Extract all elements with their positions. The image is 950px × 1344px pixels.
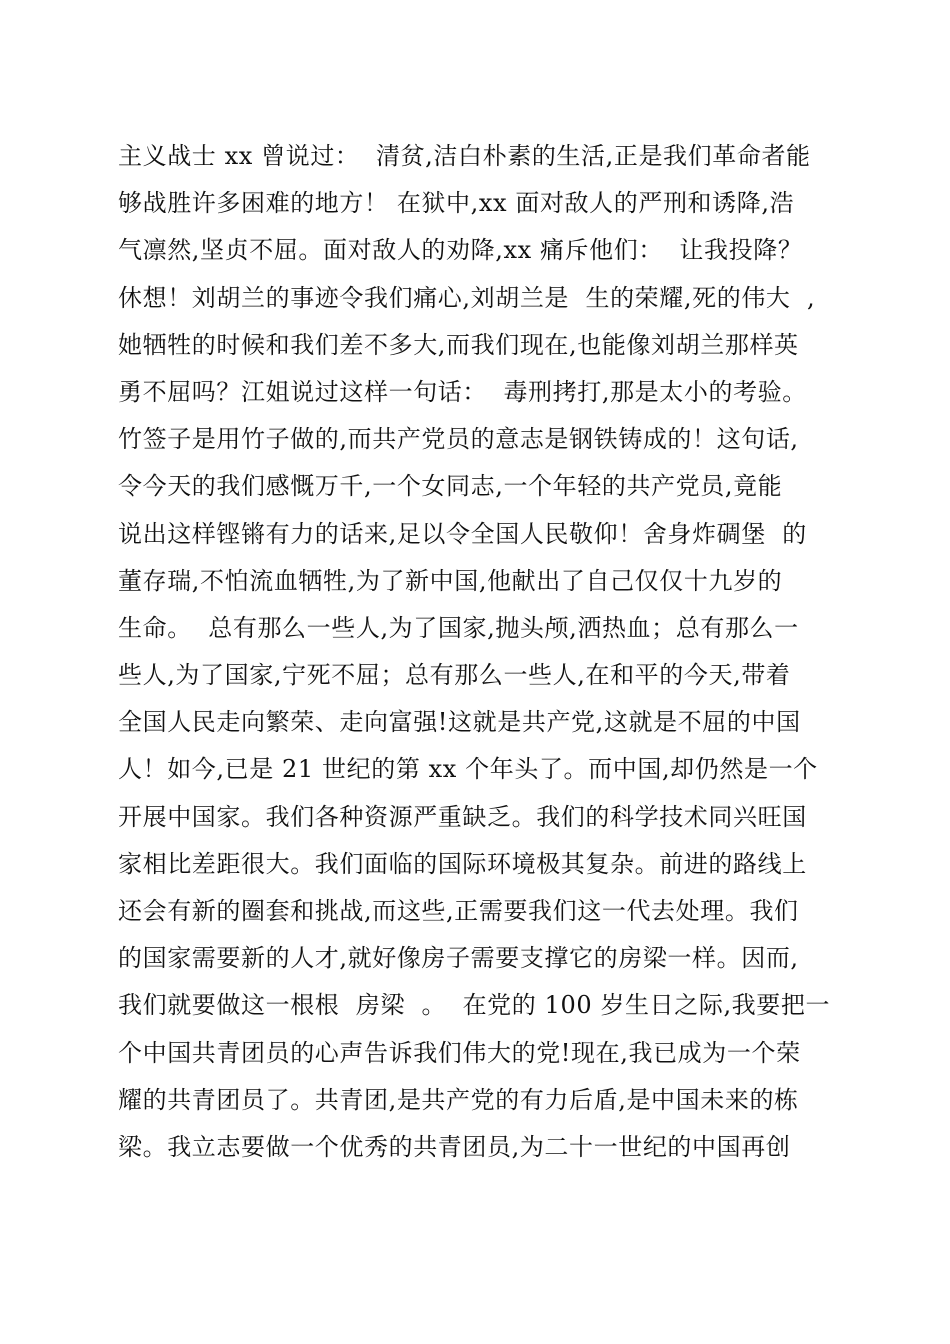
text-line: 的国家需要新的人才,就好像房子需要支撑它的房梁一样。因而, [118, 944, 799, 973]
text-line: 家相比差距很大。我们面临的国际环境极其复杂。前进的路线上 [118, 849, 807, 878]
text-line: 气凛然,坚贞不屈。面对敌人的劝降,xx 痛斥他们： 让我投降？ [118, 236, 803, 265]
text-line: 够战胜许多困难的地方！ 在狱中,xx 面对敌人的严刑和诱降,浩 [118, 189, 795, 218]
text-line: 休想！刘胡兰的事迹令我们痛心,刘胡兰是 生的荣耀,死的伟大 , [118, 283, 816, 312]
text-line: 人！如今,已是 21 世纪的第 xx 个年头了。而中国,却仍然是一个 [118, 755, 818, 784]
text-line: 个中国共青团员的心声告诉我们伟大的党!现在,我已成为一个荣 [118, 1038, 801, 1067]
text-line: 她牺牲的时候和我们差不多大,而我们现在,也能像刘胡兰那样英 [118, 330, 799, 359]
text-line: 耀的共青团员了。共青团,是共产党的有力后盾,是中国未来的栋 [118, 1085, 799, 1114]
text-line: 梁。我立志要做一个优秀的共青团员,为二十一世纪的中国再创 [118, 1132, 791, 1161]
text-line: 生命。 总有那么一些人,为了国家,抛头颅,洒热血；总有那么一 [118, 613, 799, 642]
text-line: 董存瑞,不怕流血牺牲,为了新中国,他献出了自己仅仅十九岁的 [118, 566, 783, 595]
body-text [118, 133, 848, 1171]
text-line: 说出这样铿锵有力的话来,足以令全国人民敬仰！舍身炸碉堡 的 [118, 519, 807, 548]
text-line: 勇不屈吗？江姐说过这样一句话： 毒刑拷打,那是太小的考验。 [118, 377, 807, 406]
text-line: 还会有新的圈套和挑战,而这些,正需要我们这一代去处理。我们 [118, 897, 799, 925]
text-line: 主义战士 xx 曾说过： 清贫,洁白朴素的生活,正是我们革命者能 [118, 142, 811, 170]
text-line: 全国人民走向繁荣、走向富强!这就是共产党,这就是不屈的中国 [118, 708, 801, 737]
text-line: 竹签子是用竹子做的,而共产党员的意志是钢铁铸成的！这句话, [118, 425, 799, 454]
text-line: 开展中国家。我们各种资源严重缺乏。我们的科学技术同兴旺国 [118, 802, 807, 831]
text-line: 我们就要做这一根根 房梁 。 在党的 100 岁生日之际,我要把一 [118, 991, 831, 1020]
text-line: 令今天的我们感慨万千,一个女同志,一个年轻的共产党员,竟能 [118, 472, 783, 501]
text-line: 些人,为了国家,宁死不屈；总有那么一些人,在和平的今天,带着 [118, 661, 791, 690]
